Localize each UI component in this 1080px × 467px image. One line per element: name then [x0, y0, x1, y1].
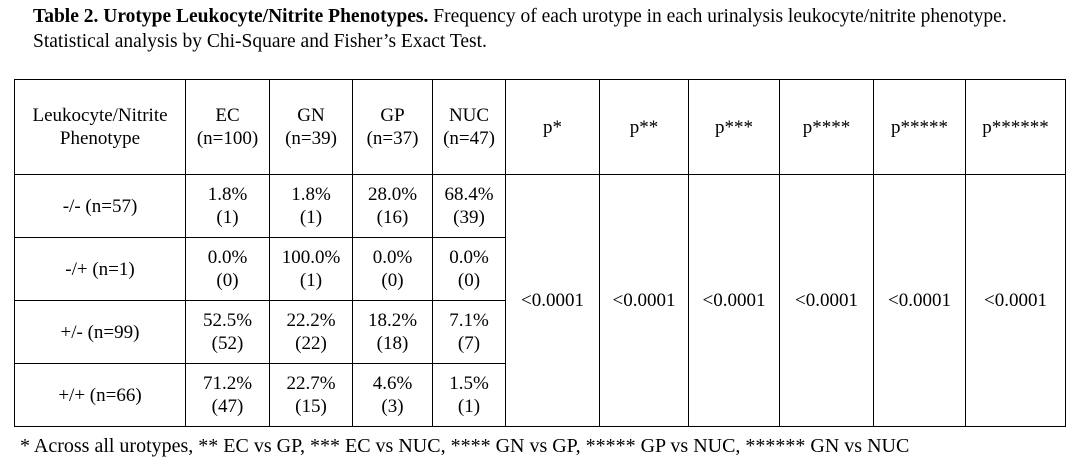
cell-value: (16): [376, 207, 409, 228]
p-value-4: <0.0001: [780, 175, 874, 427]
cell-value: 7.1%: [449, 310, 489, 331]
row-phenotype: -/+ (n=1): [15, 238, 186, 301]
p-value-3: <0.0001: [689, 175, 780, 427]
cell-value: 0.0%: [207, 247, 248, 268]
cell-value: 28.0%: [367, 184, 418, 205]
cell-gp: [353, 238, 433, 301]
cell-value: GP: [380, 105, 405, 126]
header-gn: [270, 80, 353, 175]
cell-value: (52): [211, 333, 244, 354]
cell-value: (0): [216, 270, 239, 291]
cell-value: 52.5%: [202, 310, 253, 331]
cell-value: 4.6%: [372, 373, 413, 394]
cell-value: (1): [299, 207, 323, 228]
header-p2: p**: [600, 80, 689, 175]
cell-nuc: [433, 301, 506, 364]
cell-value: 1.8%: [291, 184, 331, 205]
header-row: [15, 80, 1066, 175]
cell-gn: [270, 301, 353, 364]
cell-value: (n=47): [443, 128, 495, 149]
cell-value: (1): [299, 270, 323, 291]
cell-value: 68.4%: [444, 184, 494, 205]
cell-value: 0.0%: [449, 247, 489, 268]
cell-gn: [270, 238, 353, 301]
cell-ec: [186, 238, 270, 301]
cell-value: 100.0%: [281, 247, 341, 268]
caption-text: Frequency of each urotype in each urinalysis leukocyte/nitrite phenotype. Statistical analysis by Chi-Square and Fisher’s Exact Test.: [33, 6, 1007, 52]
cell-value: (n=37): [366, 128, 419, 149]
header-p1: p*: [506, 80, 600, 175]
row-phenotype: +/+ (n=66): [15, 364, 186, 427]
cell-gn: [270, 175, 353, 238]
cell-value: (47): [211, 396, 244, 417]
cell-value: (18): [376, 333, 409, 354]
cell-nuc: [433, 364, 506, 427]
cell-value: GN: [297, 105, 325, 126]
header-p4: p****: [780, 80, 874, 175]
cell-value: (22): [295, 333, 327, 354]
table-row: [15, 175, 1066, 238]
row-phenotype: -/- (n=57): [15, 175, 186, 238]
cell-value: (39): [453, 207, 485, 228]
p-value-2: <0.0001: [600, 175, 689, 427]
cell-value: (1): [457, 396, 481, 417]
cell-value: (1): [216, 207, 239, 228]
caption-title: Table 2. Urotype Leukocyte/Nitrite Phenotypes.: [33, 6, 429, 27]
cell-ec: [186, 175, 270, 238]
cell-value: (15): [295, 396, 327, 417]
cell-value: 71.2%: [202, 373, 253, 394]
table-footnote: * Across all urotypes, ** EC vs GP, *** EC vs NUC, **** GN vs GP, ***** GP vs NUC, ****** GN vs NUC: [20, 435, 910, 457]
header-p5: p*****: [874, 80, 966, 175]
cell-gp: [353, 301, 433, 364]
cell-gn: [270, 364, 353, 427]
p-value-6: <0.0001: [966, 175, 1066, 427]
cell-value: 22.7%: [286, 373, 336, 394]
cell-value: Phenotype: [59, 128, 141, 149]
cell-gp: [353, 364, 433, 427]
cell-value: (7): [457, 333, 481, 354]
header-p3: p***: [689, 80, 780, 175]
cell-value: 1.5%: [449, 373, 489, 394]
cell-value: NUC: [448, 105, 490, 126]
cell-value: 0.0%: [372, 247, 413, 268]
urotype-table: [14, 79, 1066, 427]
cell-value: (n=39): [285, 128, 337, 149]
cell-value: (0): [457, 270, 481, 291]
table-caption: [33, 4, 1063, 54]
header-phenotype: [15, 80, 186, 175]
header-gp: [353, 80, 433, 175]
row-phenotype: +/- (n=99): [15, 301, 186, 364]
cell-value: 18.2%: [367, 310, 418, 331]
cell-nuc: [433, 238, 506, 301]
p-value-1: <0.0001: [506, 175, 600, 427]
cell-value: (n=100): [196, 128, 259, 149]
header-ec: [186, 80, 270, 175]
cell-value: Leukocyte/Nitrite: [32, 105, 168, 126]
p-value-5: <0.0001: [874, 175, 966, 427]
cell-nuc: [433, 175, 506, 238]
cell-ec: [186, 364, 270, 427]
cell-value: 22.2%: [286, 310, 336, 331]
header-nuc: [433, 80, 506, 175]
cell-value: (0): [381, 270, 404, 291]
cell-ec: [186, 301, 270, 364]
cell-value: EC: [215, 105, 240, 126]
cell-gp: [353, 175, 433, 238]
cell-value: 1.8%: [207, 184, 248, 205]
header-p6: p******: [966, 80, 1066, 175]
cell-value: (3): [381, 396, 404, 417]
